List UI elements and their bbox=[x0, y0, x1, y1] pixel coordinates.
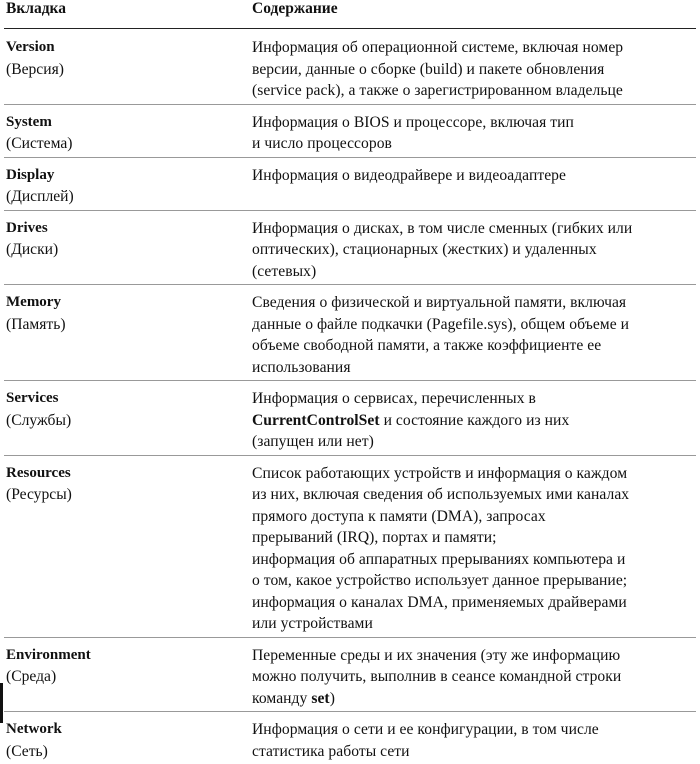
tab-name-translation: (Сеть) bbox=[6, 741, 252, 763]
tab-name: Version bbox=[6, 37, 252, 59]
description-line bbox=[252, 645, 696, 667]
description-line bbox=[252, 218, 696, 240]
description-line bbox=[252, 688, 696, 710]
table-body bbox=[4, 29, 696, 764]
tab-name: Environment bbox=[6, 645, 252, 667]
description-text: о том, какое устройство использует данное прерывание; bbox=[252, 572, 627, 589]
description-text: или устройствами bbox=[252, 615, 373, 632]
description-line bbox=[252, 410, 696, 432]
table-header-row bbox=[4, 0, 696, 29]
description-text: версии, данные о сборке (build) и пакете обновления bbox=[252, 61, 604, 78]
description-cell bbox=[252, 210, 696, 285]
tab-name-translation: (Память) bbox=[6, 314, 252, 336]
description-text: Информация об операционной системе, включая номер bbox=[252, 39, 623, 56]
table-row bbox=[4, 455, 696, 637]
description-line bbox=[252, 592, 696, 614]
description-text: статистика работы сети bbox=[252, 743, 410, 760]
description-keyword: set bbox=[311, 690, 329, 707]
table-row bbox=[4, 381, 696, 456]
tabs-description-table bbox=[4, 0, 696, 764]
description-text: информация об аппаратных прерываниях компьютера и bbox=[252, 551, 625, 568]
description-text: (запущен или нет) bbox=[252, 433, 374, 450]
description-line bbox=[252, 431, 696, 453]
description-line bbox=[252, 165, 696, 187]
description-text: информация о каналах DMA, применяемых драйверами bbox=[252, 594, 627, 611]
tab-cell bbox=[4, 381, 252, 456]
description-text: Информация о видеодрайвере и видеоадаптере bbox=[252, 167, 566, 184]
description-line bbox=[252, 484, 696, 506]
description-text: Информация о дисках, в том числе сменных (гибких или bbox=[252, 220, 632, 237]
description-text: оптических), стационарных (жестких) и удаленных bbox=[252, 241, 597, 258]
description-keyword: CurrentControlSet bbox=[252, 412, 380, 429]
description-text: Информация о BIOS и процессоре, включая тип bbox=[252, 114, 574, 131]
tab-name-translation: (Дисплей) bbox=[6, 186, 252, 208]
tab-name-translation: (Ресурсы) bbox=[6, 484, 252, 506]
tab-name: Resources bbox=[6, 463, 252, 485]
tab-name: Drives bbox=[6, 218, 252, 240]
description-text: можно получить, выполнив в сеансе командной строки bbox=[252, 668, 621, 685]
description-text: команду bbox=[252, 690, 311, 707]
description-text: Информация о сервисах, перечисленных в bbox=[252, 390, 536, 407]
description-line bbox=[252, 666, 696, 688]
description-line bbox=[252, 527, 696, 549]
tab-cell bbox=[4, 455, 252, 637]
description-line bbox=[252, 59, 696, 81]
tab-cell bbox=[4, 712, 252, 764]
description-text: Список работающих устройств и информация о каждом bbox=[252, 465, 627, 482]
table-row bbox=[4, 712, 696, 764]
description-cell bbox=[252, 285, 696, 381]
description-line bbox=[252, 388, 696, 410]
tab-name-translation: (Система) bbox=[6, 133, 252, 155]
tab-cell bbox=[4, 637, 252, 712]
description-line bbox=[252, 549, 696, 571]
description-line bbox=[252, 292, 696, 314]
description-text: использования bbox=[252, 359, 351, 376]
tab-name: Memory bbox=[6, 292, 252, 314]
description-cell bbox=[252, 637, 696, 712]
description-text: (сетевых) bbox=[252, 263, 316, 280]
description-line bbox=[252, 719, 696, 741]
description-text: (service pack), а также о зарегистрированном владельце bbox=[252, 82, 623, 99]
tab-cell bbox=[4, 285, 252, 381]
table-row bbox=[4, 210, 696, 285]
tab-name: Services bbox=[6, 388, 252, 410]
description-text: Переменные среды и их значения (эту же информацию bbox=[252, 647, 620, 664]
description-line bbox=[252, 357, 696, 379]
description-line bbox=[252, 239, 696, 261]
tab-cell bbox=[4, 29, 252, 105]
description-line bbox=[252, 463, 696, 485]
description-text: прерываний (IRQ), портах и памяти; bbox=[252, 529, 496, 546]
description-text: из них, включая сведения об используемых ими каналах bbox=[252, 486, 629, 503]
header-tab-column: Вкладка bbox=[4, 0, 252, 29]
tab-name: Network bbox=[6, 719, 252, 741]
tab-name: Display bbox=[6, 165, 252, 187]
table-row bbox=[4, 285, 696, 381]
tab-name-translation: (Среда) bbox=[6, 666, 252, 688]
tab-name-translation: (Службы) bbox=[6, 410, 252, 432]
description-cell bbox=[252, 381, 696, 456]
description-text: Сведения о физической и виртуальной памяти, включая bbox=[252, 294, 626, 311]
description-cell bbox=[252, 455, 696, 637]
description-line bbox=[252, 261, 696, 283]
margin-mark bbox=[0, 683, 3, 723]
table-row bbox=[4, 637, 696, 712]
description-cell bbox=[252, 104, 696, 157]
tab-cell bbox=[4, 157, 252, 210]
table-row bbox=[4, 104, 696, 157]
header-content-column: Содержание bbox=[252, 0, 696, 29]
description-line bbox=[252, 314, 696, 336]
description-text: прямого доступа к памяти (DMA), запросах bbox=[252, 508, 546, 525]
tab-cell bbox=[4, 210, 252, 285]
description-line bbox=[252, 506, 696, 528]
description-text: и число процессоров bbox=[252, 135, 392, 152]
description-text: и состояние каждого из них bbox=[380, 412, 570, 429]
tab-name-translation: (Версия) bbox=[6, 59, 252, 81]
tab-cell bbox=[4, 104, 252, 157]
table-row bbox=[4, 157, 696, 210]
description-cell bbox=[252, 157, 696, 210]
description-text: объеме свободной памяти, а также коэффициенте ее bbox=[252, 337, 601, 354]
description-line bbox=[252, 37, 696, 59]
description-text: Информация о сети и ее конфигурации, в том числе bbox=[252, 721, 599, 738]
description-line bbox=[252, 570, 696, 592]
description-line bbox=[252, 741, 696, 763]
description-line bbox=[252, 335, 696, 357]
table-row bbox=[4, 29, 696, 105]
description-text: данные о файле подкачки (Pagefile.sys), общем объеме и bbox=[252, 316, 629, 333]
description-cell bbox=[252, 29, 696, 105]
description-line bbox=[252, 112, 696, 134]
tab-name: System bbox=[6, 112, 252, 134]
description-line bbox=[252, 133, 696, 155]
description-cell bbox=[252, 712, 696, 764]
description-line bbox=[252, 80, 696, 102]
description-text: ) bbox=[330, 690, 335, 707]
tab-name-translation: (Диски) bbox=[6, 239, 252, 261]
description-line bbox=[252, 613, 696, 635]
